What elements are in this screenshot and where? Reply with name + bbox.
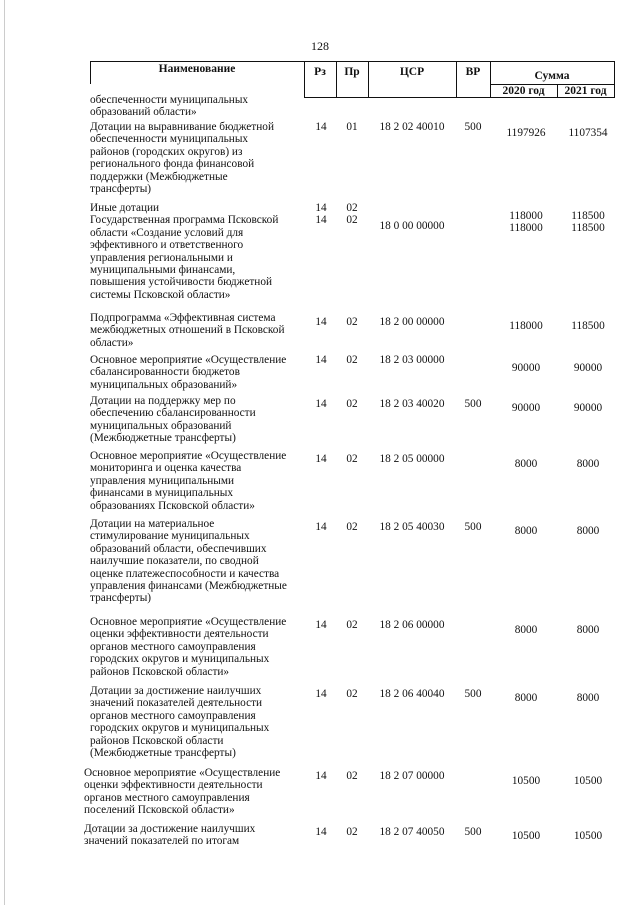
- row-csr: 18 2 05 00000: [379, 453, 445, 465]
- row-name: Основное мероприятие «Осуществление оценки эффективности деятельности органов местного самоуправления городских округов и муниципальных районов Псковской области»: [90, 616, 287, 678]
- row-sum-2020: 90000: [511, 402, 541, 414]
- row-csr: 18 2 07 40050: [379, 826, 445, 838]
- row-vr: 500: [464, 398, 482, 410]
- row-name: Дотации на выравнивание бюджетной обеспеченности муниципальных районов (городских округов) из регионального фонда финансовой поддержки (Межбюджетные трансферты): [90, 121, 274, 196]
- row-name: Основное мероприятие «Осуществление сбалансированности бюджетов муниципальных образований»: [90, 354, 287, 391]
- row-csr: 18 2 06 00000: [379, 619, 445, 631]
- row-sum-2021: 118500: [571, 320, 605, 332]
- row-rz: 14: [315, 354, 327, 366]
- row-pr: 02: [346, 398, 358, 410]
- row-sum-2020: 8000: [514, 624, 538, 636]
- header-right-border: [614, 61, 615, 97]
- row-name: обеспеченности муниципальных образований области»: [90, 94, 249, 119]
- row-pr: 02: [346, 826, 358, 838]
- row-sum-2020: 10500: [511, 775, 541, 787]
- header-csr: ЦСР: [399, 66, 425, 78]
- row-pr: 01: [346, 121, 358, 133]
- row-rz: 14: [315, 121, 327, 133]
- header-year-2020: 2020 год: [502, 85, 545, 97]
- row-vr: 500: [464, 688, 482, 700]
- scan-edge: [4, 0, 5, 905]
- row-sum-2020: 1197926: [506, 127, 546, 139]
- row-pr: 02 02: [346, 202, 358, 227]
- row-pr: 02: [346, 688, 358, 700]
- row-rz: 14: [315, 688, 327, 700]
- row-csr: 18 2 05 40030: [379, 521, 445, 533]
- row-sum-2021: 90000: [573, 362, 603, 374]
- row-sum-2021: 8000: [576, 458, 600, 470]
- row-name: Подпрограмма «Эффективная система межбюджетных отношений в Псковской области»: [90, 312, 285, 349]
- row-sum-2021: 8000: [576, 624, 600, 636]
- header-sum: Сумма: [534, 70, 570, 82]
- row-rz: 14 14: [315, 202, 327, 227]
- row-sum-2021: 10500: [573, 830, 603, 842]
- header-rz: Рз: [314, 66, 326, 78]
- row-csr: 18 2 03 00000: [379, 354, 445, 366]
- page-number: 128: [311, 39, 329, 53]
- row-rz: 14: [315, 316, 327, 328]
- row-sum-2021: 118500 118500: [571, 210, 605, 235]
- row-sum-2021: 90000: [573, 402, 603, 414]
- row-csr: 18 2 02 40010: [379, 121, 445, 133]
- row-csr: 18 2 00 00000: [379, 316, 445, 328]
- row-name: Дотации на поддержку мер по обеспечению сбалансированности муниципальных образований (Межбюджетные трансферты): [90, 395, 256, 445]
- row-csr: 18 2 06 40040: [379, 688, 445, 700]
- row-csr: 18 0 00 00000: [379, 220, 445, 232]
- row-csr: 18 2 03 40020: [379, 398, 445, 410]
- row-name: Основное мероприятие «Осуществление оценки эффективности деятельности органов местного самоуправления поселений Псковской области»: [84, 767, 281, 817]
- row-name: Дотации за достижение наилучших значений показателей по итогам: [84, 823, 256, 848]
- row-csr: 18 2 07 00000: [379, 770, 445, 782]
- header-pr: Пр: [344, 66, 360, 78]
- header-name: Наименование: [158, 63, 236, 75]
- row-sum-2020: 118000: [509, 320, 543, 332]
- row-sum-2020: 8000: [514, 692, 538, 704]
- row-vr: 500: [464, 826, 482, 838]
- row-vr: 500: [464, 121, 482, 133]
- row-rz: 14: [315, 826, 327, 838]
- row-sum-2020: 8000: [514, 525, 538, 537]
- row-pr: 02: [346, 316, 358, 328]
- row-sum-2021: 1107354: [568, 127, 608, 139]
- row-name: Иные дотации Государственная программа Псковской области «Создание условий для эффективного и ответственного управления региональными и муниципальными финансами, повышения устойчивости бюджетной системы Псковской области»: [90, 202, 279, 301]
- row-pr: 02: [346, 354, 358, 366]
- row-name: Дотации за достижение наилучших значений показателей деятельности органов местного самоуправления городских округов и муниципальных районов Псковской области (Межбюджетные трансферты): [90, 685, 270, 760]
- row-pr: 02: [346, 521, 358, 533]
- row-sum-2021: 10500: [573, 775, 603, 787]
- row-name: Основное мероприятие «Осуществление мониторинга и оценка качества управления муниципальными финансами в муниципальных образованиях Псковской области»: [90, 450, 287, 512]
- header-top-border: [90, 61, 615, 62]
- row-rz: 14: [315, 521, 327, 533]
- row-sum-2021: 8000: [576, 692, 600, 704]
- row-pr: 02: [346, 770, 358, 782]
- row-rz: 14: [315, 619, 327, 631]
- row-pr: 02: [346, 453, 358, 465]
- row-sum-2020: 118000 118000: [509, 210, 543, 235]
- row-sum-2020: 8000: [514, 458, 538, 470]
- row-sum-2020: 10500: [511, 830, 541, 842]
- row-sum-2020: 90000: [511, 362, 541, 374]
- row-rz: 14: [315, 453, 327, 465]
- header-year-2021: 2021 год: [564, 85, 607, 97]
- row-rz: 14: [315, 770, 327, 782]
- row-sum-2021: 8000: [576, 525, 600, 537]
- row-pr: 02: [346, 619, 358, 631]
- header-vr: ВР: [465, 66, 481, 78]
- row-rz: 14: [315, 398, 327, 410]
- row-name: Дотации на материальное стимулирование муниципальных образований области, обеспечивших наилучшие показатели, по сводной оценке платежеспособности и качества управления финансами (Межбюджетные трансферты): [90, 518, 287, 605]
- row-vr: 500: [464, 521, 482, 533]
